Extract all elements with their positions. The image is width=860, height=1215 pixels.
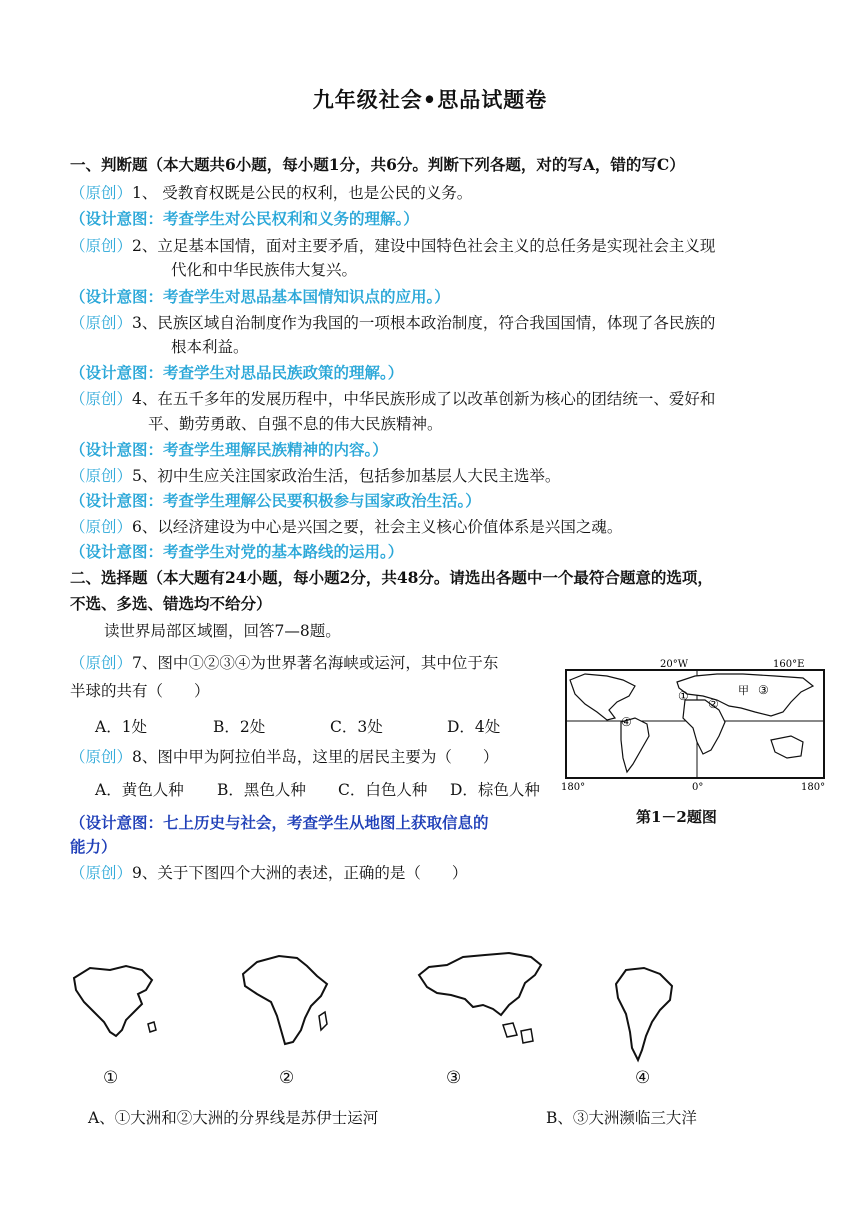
question-text: 2、立足基本国情，面对主要矛盾，建设中国特色社会主义的总任务是实现社会主义现 (132, 237, 716, 255)
continent-3-label: ③ (446, 1068, 462, 1088)
page-title: 九年级社会•思品试题卷 (312, 87, 548, 112)
continent-1-north-america (68, 960, 166, 1058)
label-160e: 160°E (773, 659, 805, 670)
question-4 (70, 388, 715, 410)
continent-2-africa (235, 950, 337, 1050)
design-note-7-cont: 能力） (70, 837, 117, 856)
question-7-cont: 半球的共有（ ） (70, 682, 210, 700)
question-6 (70, 516, 622, 538)
continent-4-label: ④ (635, 1068, 651, 1088)
continent-3-eurasia (413, 945, 548, 1060)
section2-header-cont: 不选、多选、错选均不给分） (70, 594, 272, 613)
marker-4: ④ (621, 715, 632, 729)
question-text: 4、在五千多年的发展历程中，中华民族形成了以改革创新为核心的团结统一、爱好和 (132, 390, 716, 408)
continent-1-label: ① (103, 1068, 119, 1088)
question-9 (70, 862, 467, 884)
question-text: 1、 受教育权既是公民的权利，也是公民的义务。 (132, 184, 473, 202)
q8-option-c: C．白色人种 (338, 781, 428, 799)
question-tag: （原创） (70, 864, 133, 882)
continent-2-label: ② (279, 1068, 295, 1088)
question-5 (70, 465, 560, 487)
design-note-1: （设计意图：考查学生对公民权利和义务的理解。） (70, 209, 419, 228)
q8-option-b: B．黑色人种 (217, 781, 306, 799)
design-note-4: （设计意图：考查学生理解民族精神的内容。） (70, 440, 388, 459)
map-caption: 第1－2题图 (636, 808, 717, 826)
question-tag: （原创） (70, 314, 133, 332)
continent-4-south-america (610, 964, 680, 1064)
question-3-cont: 根本利益。 (171, 338, 249, 356)
question-tag: （原创） (70, 748, 133, 766)
question-1 (70, 182, 472, 204)
question-text: 5、初中生应关注国家政治生活，包括参加基层人大民主选举。 (132, 467, 561, 485)
question-2-cont: 代化和中华民族伟大复兴。 (171, 261, 358, 279)
label-20w: 20°W (660, 659, 689, 670)
read-intro: 读世界局部区域圈，回答7—8题。 (104, 622, 341, 640)
question-2 (70, 235, 715, 257)
q7-option-b: B．2处 (213, 718, 266, 736)
marker-3: ③ (758, 683, 769, 697)
q8-option-d: D．棕色人种 (450, 781, 540, 799)
label-180-left: 180° (561, 782, 586, 793)
q8-option-a: A．黄色人种 (95, 781, 184, 799)
question-8 (70, 746, 498, 768)
q7-option-d: D．4处 (447, 718, 501, 736)
question-text: 9、关于下图四个大洲的表述，正确的是（ ） (132, 864, 468, 882)
marker-1: ① (678, 689, 689, 703)
question-tag: （原创） (70, 237, 133, 255)
design-note-3: （设计意图：考查学生对思品民族政策的理解。） (70, 363, 404, 382)
marker-2: ② (708, 697, 719, 711)
world-map-figure (561, 659, 830, 793)
section1-header: 一、判断题（本大题共6小题，每小题1分，共6分。判断下列各题，对的写A，错的写C） (70, 155, 685, 174)
question-tag: （原创） (70, 184, 133, 202)
marker-jia: 甲 (738, 684, 749, 697)
label-180-right: 180° (801, 782, 826, 793)
question-tag: （原创） (70, 518, 133, 536)
question-3 (70, 312, 715, 334)
section2-header: 二、选择题（本大题有24小题，每小题2分，共48分。请选出各题中一个最符合题意的选项， (70, 568, 713, 587)
question-tag: （原创） (70, 390, 133, 408)
design-note-2: （设计意图：考查学生对思品基本国情知识点的应用。） (70, 287, 450, 306)
design-note-6: （设计意图：考查学生对党的基本路线的运用。） (70, 542, 404, 561)
q9-option-a: A、①大洲和②大洲的分界线是苏伊士运河 (88, 1109, 379, 1127)
question-text: 7、图中①②③④为世界著名海峡或运河，其中位于东 (132, 654, 499, 672)
q7-option-c: C．3处 (330, 718, 383, 736)
question-text: 3、民族区域自治制度作为我国的一项根本政治制度，符合我国国情，体现了各民族的 (132, 314, 716, 332)
label-0: 0° (692, 782, 704, 793)
question-tag: （原创） (70, 467, 133, 485)
question-text: 6、以经济建设为中心是兴国之要，社会主义核心价值体系是兴国之魂。 (132, 518, 623, 536)
design-note-5: （设计意图：考查学生理解公民要积极参与国家政治生活。） (70, 491, 481, 510)
question-4-cont: 平、勤劳勇敢、自强不息的伟大民族精神。 (148, 415, 443, 433)
q9-option-b: B、③大洲濒临三大洋 (546, 1109, 697, 1127)
q7-option-a: A．1处 (95, 718, 148, 736)
design-note-7: （设计意图：七上历史与社会，考查学生从地图上获取信息的 (70, 813, 489, 832)
question-tag: （原创） (70, 654, 133, 672)
question-text: 8、图中甲为阿拉伯半岛，这里的居民主要为（ ） (132, 748, 499, 766)
question-7 (70, 652, 498, 674)
